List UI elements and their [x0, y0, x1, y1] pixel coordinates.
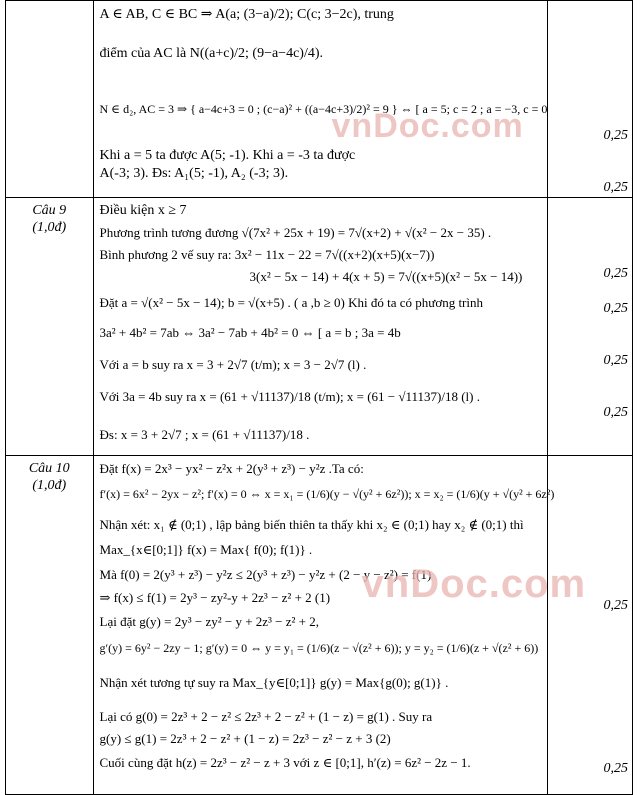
- text-line: A(-3; 3). Đs: A₁(5; -1), A₂ (-3; 3).: [99, 166, 289, 181]
- text-line: A ∈ AB, C ∈ BC ⇒ A(a; (3−a)/2); C(c; 3−2c), trung: [99, 7, 394, 22]
- text-line: Với a = b suy ra x = 3 + 2√7 (t/m); x = 3 − 2√7 (l) .: [99, 357, 367, 372]
- watermark: vnDoc.com: [331, 107, 524, 145]
- text-line: g(y) ≤ g(1) = 2z³ + 2 − z² + (1 − z) = 2z³ − z² − z + 3 (2): [99, 731, 391, 746]
- text-line: Phương trình tương đương √(7x² + 25x + 19) = 7√(x+2) + √(x² − 2x − 35) .: [99, 225, 492, 240]
- score: 0,25: [603, 180, 628, 195]
- question-cell: [6, 456, 94, 795]
- watermark: vnDoc.com: [361, 562, 587, 606]
- text-line: Lại đặt g(y) = 2y³ − zy² − y + 2z³ − z² + 2,: [99, 614, 320, 629]
- question-label: Câu 9: [32, 203, 67, 218]
- question-label: Câu 10: [28, 461, 70, 476]
- text-line: Đặt f(x) = 2x³ − yx² − z²x + 2(y³ + z³) − y²z .Ta có:: [99, 461, 364, 476]
- solution-table: [5, 0, 633, 795]
- question-cell: [6, 198, 94, 456]
- content-cell: [93, 456, 587, 795]
- text-line: Max_{x∈[0;1]} f(x) = Max{ f(0); f(1)} .: [99, 542, 313, 557]
- score: 0,25: [603, 301, 628, 316]
- table-row-cau-9: [6, 198, 633, 456]
- content-cell: [93, 198, 548, 456]
- question-points: (1,0đ): [32, 478, 67, 493]
- text-line: Khi a = 5 ta được A(5; -1). Khi a = -3 ta được: [99, 148, 356, 163]
- text-line: Nhận xét: x₁ ∉ (0;1) , lập bảng biến thiên ta thấy khi x₂ ∈ (0;1) hay x₂ ∉ (0;1) thì: [99, 517, 524, 532]
- table-row-cau-10: [6, 456, 633, 795]
- text-line: Với 3a = 4b suy ra x = (61 + √11137)/18 (t/m); x = (61 − √11137)/18 (l) .: [99, 389, 480, 404]
- text-line: f′(x) = 6x² − 2yx − z²; f′(x) = 0 ⇔ x = x₁ = (1/6)(y − √(y² + 6z²)); x = x₂ = (1/6)(y + √(y² + 6z²): [99, 487, 555, 501]
- score-cell: [548, 456, 633, 795]
- score: 0,25: [603, 405, 628, 420]
- text-line: điểm của AC là N((a+c)/2; (9−a−4c)/4).: [99, 46, 324, 61]
- text-line: Bình phương 2 vế suy ra: 3x² − 11x − 22 = 7√((x+2)(x+5)(x−7)): [99, 247, 435, 262]
- text-line: Đs: x = 3 + 2√7 ; x = (61 + √11137)/18 .: [99, 427, 310, 442]
- score-cell: [548, 1, 633, 198]
- question-cell-empty: [6, 1, 94, 198]
- question-points: (1,0đ): [32, 220, 67, 235]
- score-cell: [548, 198, 633, 456]
- table-row-prev: [6, 1, 633, 198]
- text-line: Mà f(0) = 2(y³ + z³) − y²z ≤ 2(y³ + z³) − y²z + (2 − y − z²) = f(1): [99, 567, 432, 582]
- text-line: Đặt a = √(x² − 5x − 14); b = √(x+5) . ( a ,b ≥ 0) Khi đó ta có phương trình: [99, 295, 483, 310]
- text-line: ⇒ f(x) ≤ f(1) = 2y³ − zy²-y + 2z³ − z² + 2 (1): [99, 590, 331, 605]
- text-line: N ∈ d₂, AC = 3 ⇒ { a−4c+3 = 0 ; (c−a)² + ((a−4c+3)/2)² = 9 } ⇔ [ a = 5; c = 2 ; a = −3, c = 0: [99, 102, 548, 116]
- score: 0,25: [603, 598, 628, 613]
- content-cell: [93, 1, 548, 198]
- text-line: Lại có g(0) = 2z³ + 2 − z² ≤ 2z³ + 2 − z² + (1 − z) = g(1) . Suy ra: [99, 709, 433, 724]
- score: 0,25: [603, 128, 628, 143]
- text-line: Cuối cùng đặt h(z) = 2z³ − z² − z + 3 với z ∈ [0;1], h′(z) = 6z² − 2z − 1.: [99, 755, 471, 770]
- text-line: Nhận xét tương tự suy ra Max_{y∈[0;1]} g(y) = Max{g(0); g(1)} .: [99, 675, 449, 690]
- text-line: 3a² + 4b² = 7ab ⇔ 3a² − 7ab + 4b² = 0 ⇔ [ a = b ; 3a = 4b: [99, 325, 401, 340]
- text-line: g′(y) = 6y² − 2zy − 1; g′(y) = 0 ⇔ y = y₁ = (1/6)(z − √(z² + 6)); y = y₂ = (1/6)(z + √(z² + 6)): [99, 641, 539, 655]
- text-line: 3(x² − 5x − 14) + 4(x + 5) = 7√((x+5)(x² − 5x − 14)): [249, 269, 523, 284]
- score: 0,25: [603, 266, 628, 281]
- text-line: Điều kiện x ≥ 7: [99, 203, 187, 218]
- score: 0,25: [603, 761, 628, 776]
- score: 0,25: [603, 353, 628, 368]
